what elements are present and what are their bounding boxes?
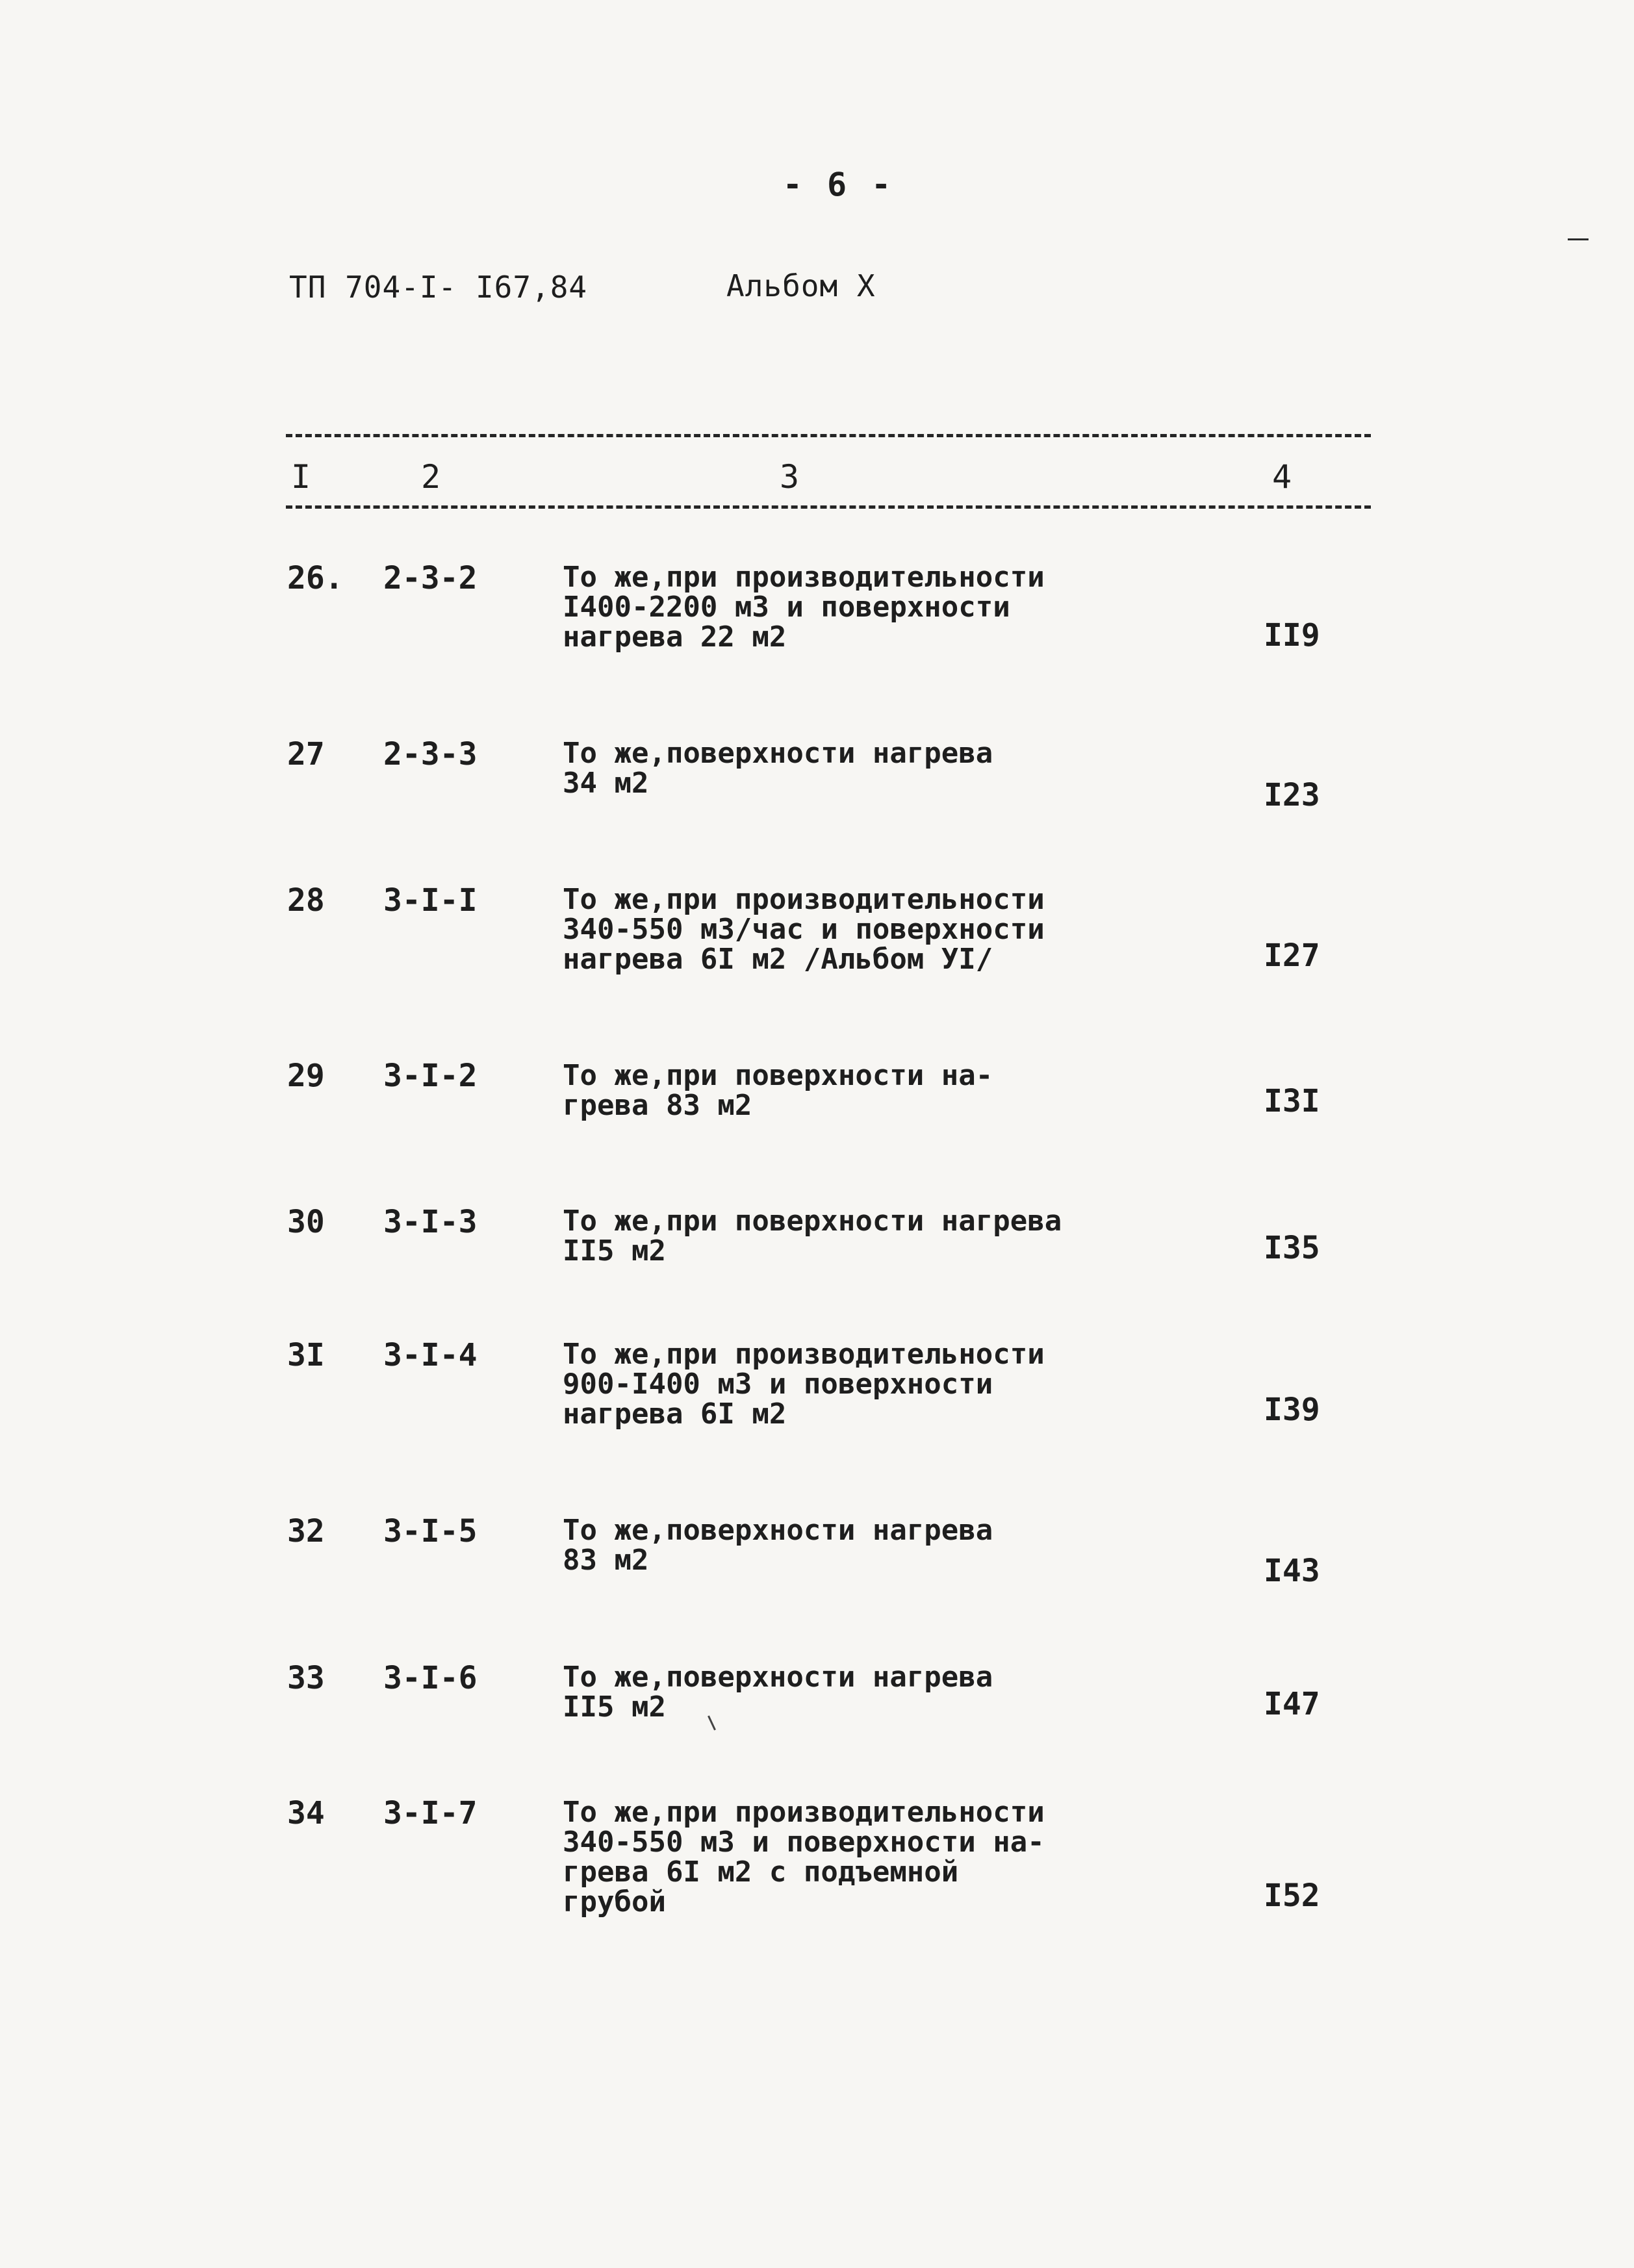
description-line: То же,при производительности	[563, 883, 1045, 916]
description-line: То же,при производительности	[563, 561, 1045, 594]
row-description	[563, 1516, 993, 1575]
album-label: Альбом X	[726, 268, 876, 303]
row-code: 3-I-3	[383, 1204, 478, 1240]
row-description	[563, 1340, 1045, 1429]
description-line: нагрева 6I м2	[563, 1397, 787, 1431]
row-page: I27	[1264, 937, 1320, 974]
row-page: I47	[1264, 1686, 1320, 1722]
description-line: грева 83 м2	[563, 1089, 752, 1122]
description-line: 34 м2	[563, 767, 649, 800]
description-line: То же,поверхности нагрева	[563, 737, 993, 770]
row-code: 3-I-2	[383, 1058, 478, 1094]
row-number: 3I	[287, 1337, 325, 1373]
row-page: II9	[1264, 617, 1320, 654]
description-line: 340-550 м3 и поверхности на-	[563, 1826, 1045, 1859]
row-page: I3I	[1264, 1083, 1320, 1119]
row-code: 2-3-3	[383, 736, 478, 772]
description-line: I400-2200 м3 и поверхности	[563, 591, 1010, 624]
row-code: 3-I-4	[383, 1337, 478, 1373]
table-header-rule	[286, 505, 1371, 509]
page-number: - 6 -	[782, 166, 894, 203]
document-code: ТП 704-I- I67,84	[289, 270, 588, 305]
row-number: 26.	[287, 560, 344, 596]
row-description	[563, 739, 993, 798]
description-line: 900-I400 м3 и поверхности	[563, 1368, 993, 1401]
row-code: 3-I-I	[383, 882, 478, 919]
description-line: грева 6I м2 с подъемной	[563, 1855, 959, 1889]
row-number: 29	[287, 1058, 325, 1094]
row-description	[563, 1206, 1062, 1266]
row-page: I23	[1264, 777, 1320, 813]
description-line: То же,при производительности	[563, 1796, 1045, 1829]
description-line: То же,при поверхности на-	[563, 1059, 993, 1092]
row-code: 2-3-2	[383, 560, 478, 596]
row-description	[563, 1061, 993, 1121]
row-number: 33	[287, 1660, 325, 1696]
row-code: 3-I-5	[383, 1513, 478, 1549]
row-description	[563, 885, 1045, 975]
column-header-3: 3	[780, 458, 800, 496]
row-number: 30	[287, 1204, 325, 1240]
table-top-rule	[286, 434, 1371, 437]
row-code: 3-I-7	[383, 1795, 478, 1831]
row-page: I52	[1264, 1878, 1320, 1914]
description-line: То же,при производительности	[563, 1338, 1045, 1371]
description-line: 83 м2	[563, 1544, 649, 1577]
description-line: То же,при поверхности нагрева	[563, 1204, 1062, 1238]
row-number: 27	[287, 736, 325, 772]
description-line: II5 м2	[563, 1234, 666, 1268]
row-description	[563, 1798, 1045, 1917]
description-line: То же,поверхности нагрева	[563, 1514, 993, 1547]
row-number: 34	[287, 1795, 325, 1831]
margin-mark	[1568, 238, 1589, 240]
description-line: 340-550 м3/час и поверхности	[563, 913, 1045, 946]
row-number: 32	[287, 1513, 325, 1549]
row-page: I39	[1264, 1392, 1320, 1428]
row-number: 28	[287, 882, 325, 919]
column-header-1: I	[291, 458, 311, 496]
description-line: То же,поверхности нагрева	[563, 1661, 993, 1694]
description-line: нагрева 22 м2	[563, 620, 787, 654]
row-page: I35	[1264, 1230, 1320, 1266]
row-page: I43	[1264, 1553, 1320, 1589]
description-line: грубой	[563, 1885, 666, 1918]
row-description	[563, 1663, 993, 1722]
column-header-4: 4	[1272, 458, 1292, 496]
description-line: нагрева 6I м2 /Альбом УI/	[563, 943, 993, 976]
row-code: 3-I-6	[383, 1660, 478, 1696]
row-description	[563, 563, 1045, 652]
column-header-2: 2	[421, 458, 441, 496]
description-line: II5 м2	[563, 1690, 666, 1724]
